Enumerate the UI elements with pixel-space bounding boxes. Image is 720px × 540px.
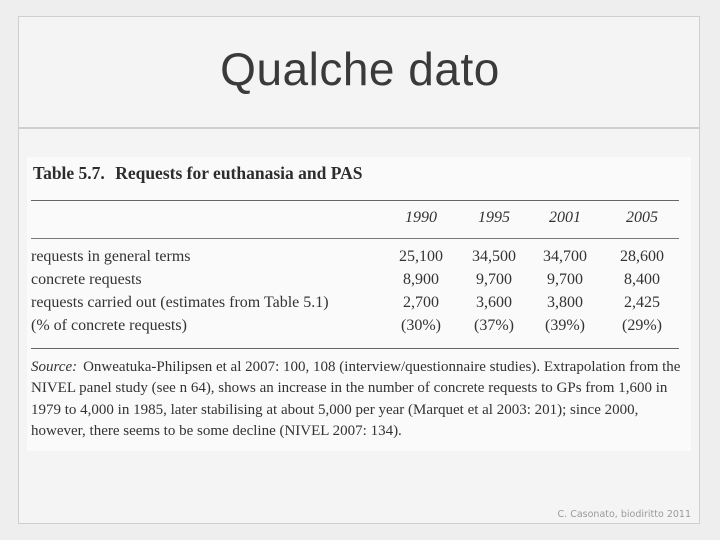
table-title: Requests for euthanasia and PAS bbox=[115, 163, 363, 183]
slide-footer: C. Casonato, biodiritto 2011 bbox=[557, 509, 691, 520]
table-cell: 3,800 bbox=[547, 294, 583, 311]
row-label: requests carried out (estimates from Table 5.1) bbox=[31, 294, 329, 311]
source-text: Onweatuka-Philipsen et al 2007: 100, 108 (interview/questionnaire studies). Extrapolation from the NIVEL panel study (see n 64), shows an increase in the number of concrete requests to GPs from 1,600 in 1979 to 4,000 in 1985, later stabilising at about 5,000 per year (Marquet et al 2003: 201); since 2000, however, there seems to be some decline (NIVEL 2007: 134). bbox=[31, 359, 681, 439]
table-cell: 9,700 bbox=[547, 271, 583, 288]
table-bottom-rule bbox=[31, 348, 679, 349]
row-label: concrete requests bbox=[31, 271, 142, 288]
source-label: Source: bbox=[31, 359, 78, 375]
table-header-rule bbox=[31, 238, 679, 239]
year-header-1990: 1990 bbox=[405, 209, 437, 226]
table-cell: 8,400 bbox=[624, 271, 660, 288]
table-source-note bbox=[31, 357, 691, 442]
table-cell: (29%) bbox=[622, 317, 662, 334]
table-cell: 28,600 bbox=[620, 248, 664, 265]
table-cell: 34,500 bbox=[472, 248, 516, 265]
year-header-2001: 2001 bbox=[549, 209, 581, 226]
row-label: (% of concrete requests) bbox=[31, 317, 187, 334]
title-divider bbox=[18, 127, 700, 129]
table-cell: 25,100 bbox=[399, 248, 443, 265]
table-cell: 2,425 bbox=[624, 294, 660, 311]
year-header-2005: 2005 bbox=[626, 209, 658, 226]
table-caption bbox=[33, 163, 363, 184]
table-cell: 3,600 bbox=[476, 294, 512, 311]
table-cell: (37%) bbox=[474, 317, 514, 334]
table-cell: 8,900 bbox=[403, 271, 439, 288]
table-cell: 9,700 bbox=[476, 271, 512, 288]
table-cell: 2,700 bbox=[403, 294, 439, 311]
year-header-1995: 1995 bbox=[478, 209, 510, 226]
table-image bbox=[27, 157, 691, 451]
table-cell: (39%) bbox=[545, 317, 585, 334]
table-top-rule bbox=[31, 200, 679, 201]
table-number: Table 5.7. bbox=[33, 163, 105, 183]
row-label: requests in general terms bbox=[31, 248, 191, 265]
table-cell: (30%) bbox=[401, 317, 441, 334]
slide-title: Qualche dato bbox=[220, 43, 500, 95]
table-cell: 34,700 bbox=[543, 248, 587, 265]
